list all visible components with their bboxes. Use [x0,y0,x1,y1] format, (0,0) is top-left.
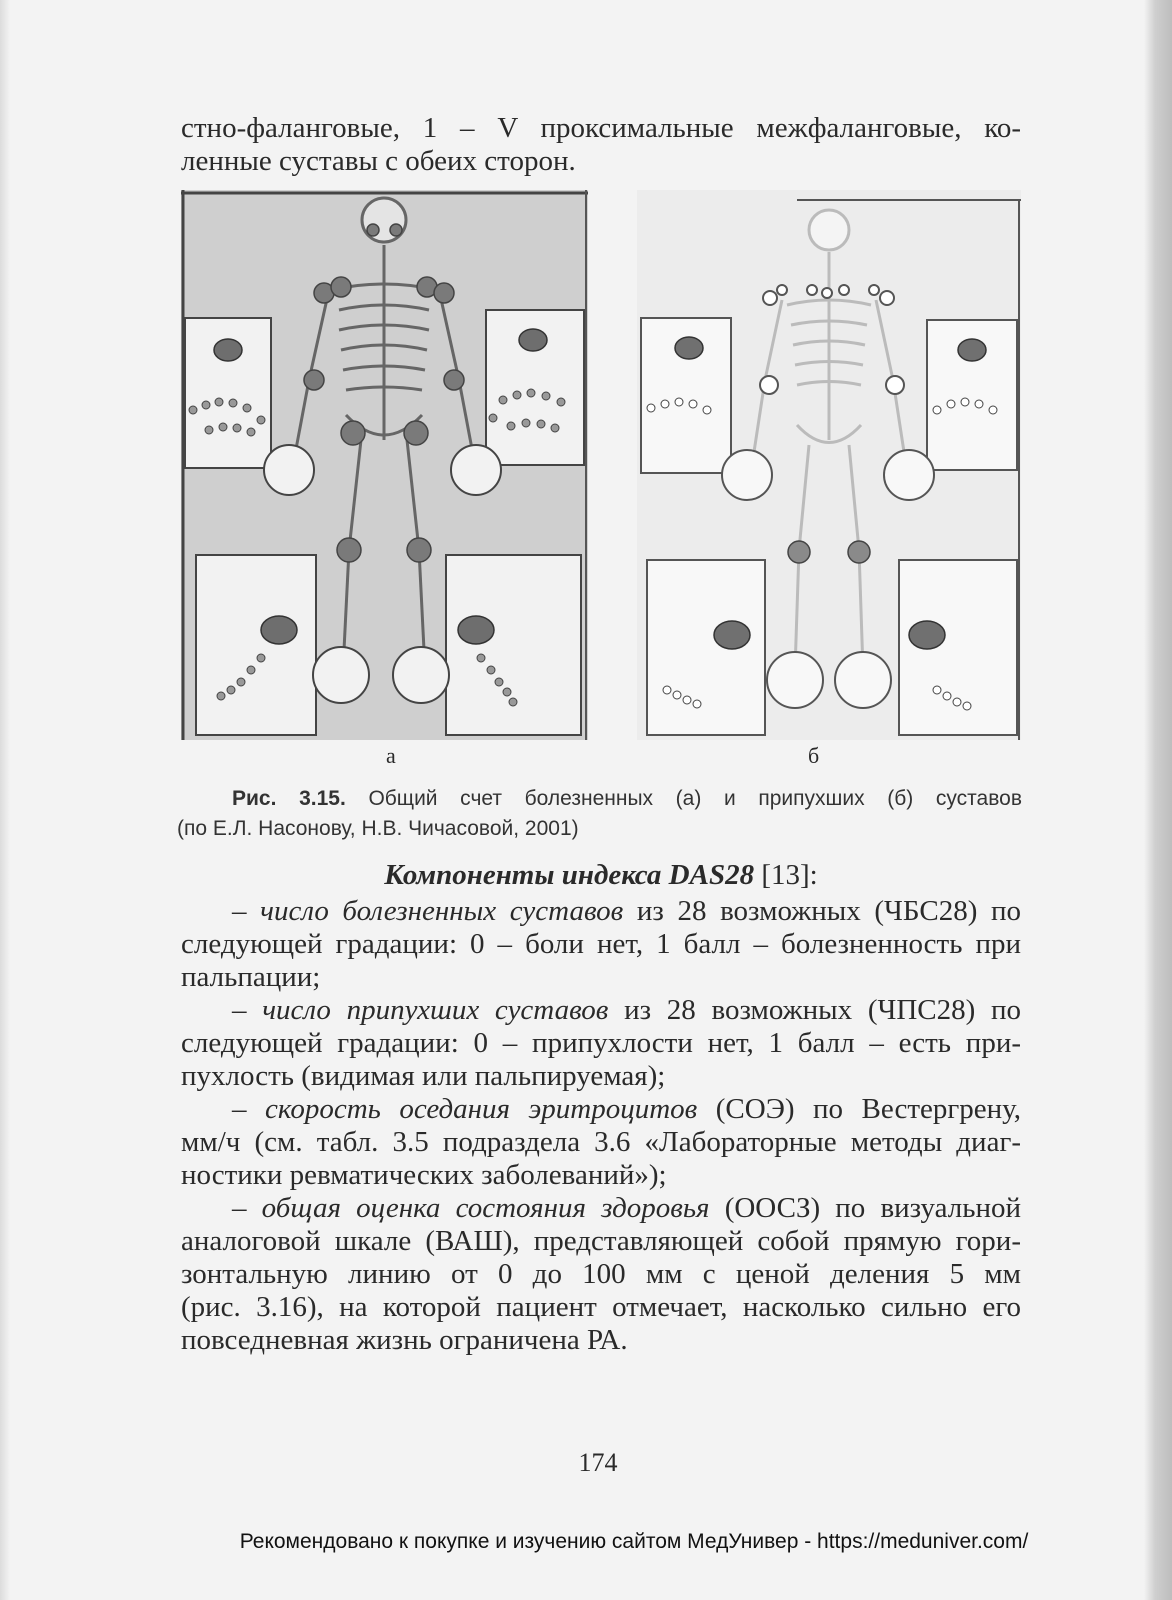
list-item-term: – число болезненных суставов [232,895,624,927]
list-item [181,1093,1021,1192]
list-item-line: ностики ревматических заболеваний»); [181,1159,667,1191]
list-item-text: (ООСЗ) по визуальной [709,1192,1021,1224]
figure-caption-text: Общий счет болезненных (а) и припухших (б) суставов [368,787,1022,810]
list-item-line: (рис. 3.16), на которой пациент отмечает, насколько сильно его [181,1291,1021,1323]
top-paragraph [181,112,1021,178]
figure-caption [177,784,1022,844]
list-item-text: из 28 возможных (ЧПС28) по [608,994,1021,1026]
list-item-line: следующей градации: 0 – припухлости нет, 1 балл – есть при- [181,1027,1021,1059]
list-item-line [181,1192,1021,1225]
list-item [181,895,1021,994]
list-item [181,994,1021,1093]
list-item-term: – скорость оседания эритроцитов [232,1093,698,1125]
section-heading [181,858,1021,892]
list-item-line: пухлость (видимая или пальпируемая); [181,1060,666,1092]
page-shadow-right [1144,0,1172,1600]
figure-panel-label-b: б [808,743,820,768]
figure-reference: Рис. 3.15. [232,787,346,810]
list-item-text: из 28 возможных (ЧБС28) по [623,895,1021,927]
section-heading-reference: [13]: [761,859,818,891]
list-item-line: аналоговой шкале (ВАШ), представляющей собой прямую гори- [181,1225,1021,1257]
figure-3-15 [181,190,1021,745]
list-item [181,1192,1021,1357]
list-item-line [181,895,1021,928]
skeleton-swollen-joints-illustration [637,190,1021,740]
list-item-line: мм/ч (см. табл. 3.5 подраздела 3.6 «Лабораторные методы диаг- [181,1126,1021,1158]
das28-components-list [181,895,1021,1357]
figure-panel-label-a: а [386,743,396,768]
top-paragraph-line-2: ленные суставы с обеих сторон. [181,145,576,177]
list-item-line: зонтальную линию от 0 до 100 мм с ценой деления 5 мм [181,1258,1021,1290]
list-item-line: повседневная жизнь ограничена РА. [181,1324,628,1356]
list-item-line: пальпации; [181,961,321,993]
list-item-line [181,994,1021,1027]
page-shadow-left [0,0,10,1600]
list-item-text: (СОЭ) по Вестергрену, [697,1093,1022,1125]
footer-watermark: Рекомендовано к покупке и изучению сайтом МедУнивер - https://meduniver.com/ [239,1530,1029,1553]
page-number: 174 [578,1448,618,1477]
skeleton-tender-joints-illustration [181,190,588,740]
list-item-line [181,1093,1021,1126]
figure-caption-line-2: (по Е.Л. Насонову, Н.В. Чичасовой, 2001) [177,817,579,840]
figure-caption-line-1 [232,784,1022,814]
top-paragraph-line-1: стно-фаланговые, 1 – V проксимальные межфаланговые, ко- [181,112,1021,144]
list-item-term: – общая оценка состояния здоровья [232,1192,710,1224]
section-heading-title: Компоненты индекса DAS28 [384,859,755,891]
list-item-term: – число припухших суставов [232,994,609,1026]
list-item-line: следующей градации: 0 – боли нет, 1 балл – болезненность при [181,928,1021,960]
